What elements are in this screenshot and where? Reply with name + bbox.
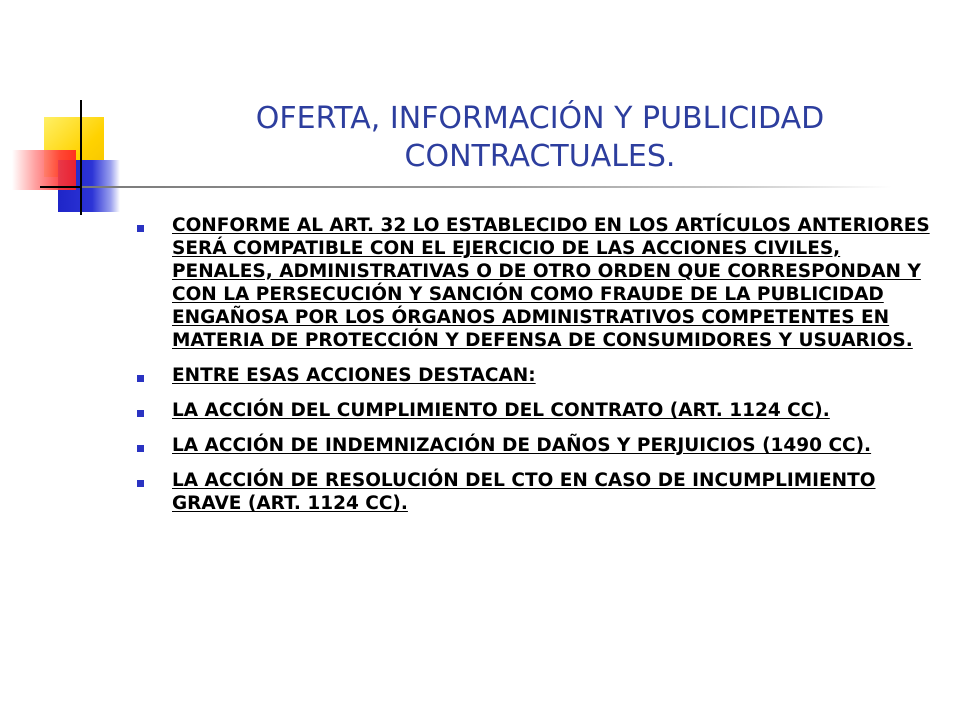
list-item: [130, 434, 930, 457]
list-item: [130, 214, 930, 352]
square-bullet-icon: [137, 410, 144, 417]
bullet-text: CONFORME AL ART. 32 LO ESTABLECIDO EN LOS ARTÍCULOS ANTERIORES SERÁ COMPATIBLE CON EL EJERCICIO DE LAS ACCIONES CIVILES, PENALES, ADMINISTRATIVAS O DE OTRO ORDEN QUE CORRESPONDAN Y CON LA PERSECUCIÓN Y SANCIÓN COMO FRAUDE DE LA PUBLICIDAD ENGAÑOSA POR LOS ÓRGANOS ADMINISTRATIVOS COMPETENTES EN MATERIA DE PROTECCIÓN Y DEFENSA DE CONSUMIDORES Y USUARIOS.: [172, 215, 930, 351]
bullet-text: LA ACCIÓN DE RESOLUCIÓN DEL CTO EN CASO DE INCUMPLIMIENTO GRAVE (ART. 1124 CC).: [172, 470, 876, 514]
list-item: [130, 469, 930, 515]
bullet-list: [130, 214, 930, 527]
slide-title: OFERTA, INFORMACIÓN Y PUBLICIDAD CONTRACTUALES.: [255, 101, 825, 174]
square-bullet-icon: [137, 480, 144, 487]
bullet-text: LA ACCIÓN DEL CUMPLIMIENTO DEL CONTRATO (ART. 1124 CC).: [172, 400, 830, 421]
list-item: [130, 364, 930, 387]
square-bullet-icon: [137, 445, 144, 452]
red-square-shape: [12, 150, 76, 190]
bullet-text: LA ACCIÓN DE INDEMNIZACIÓN DE DAÑOS Y PERJUICIOS (1490 CC).: [172, 435, 872, 456]
bullet-text: ENTRE ESAS ACCIONES DESTACAN:: [172, 365, 536, 386]
list-item: [130, 399, 930, 422]
vertical-line: [80, 100, 82, 215]
square-bullet-icon: [137, 225, 144, 232]
title-divider: [82, 186, 892, 188]
square-bullet-icon: [137, 375, 144, 382]
